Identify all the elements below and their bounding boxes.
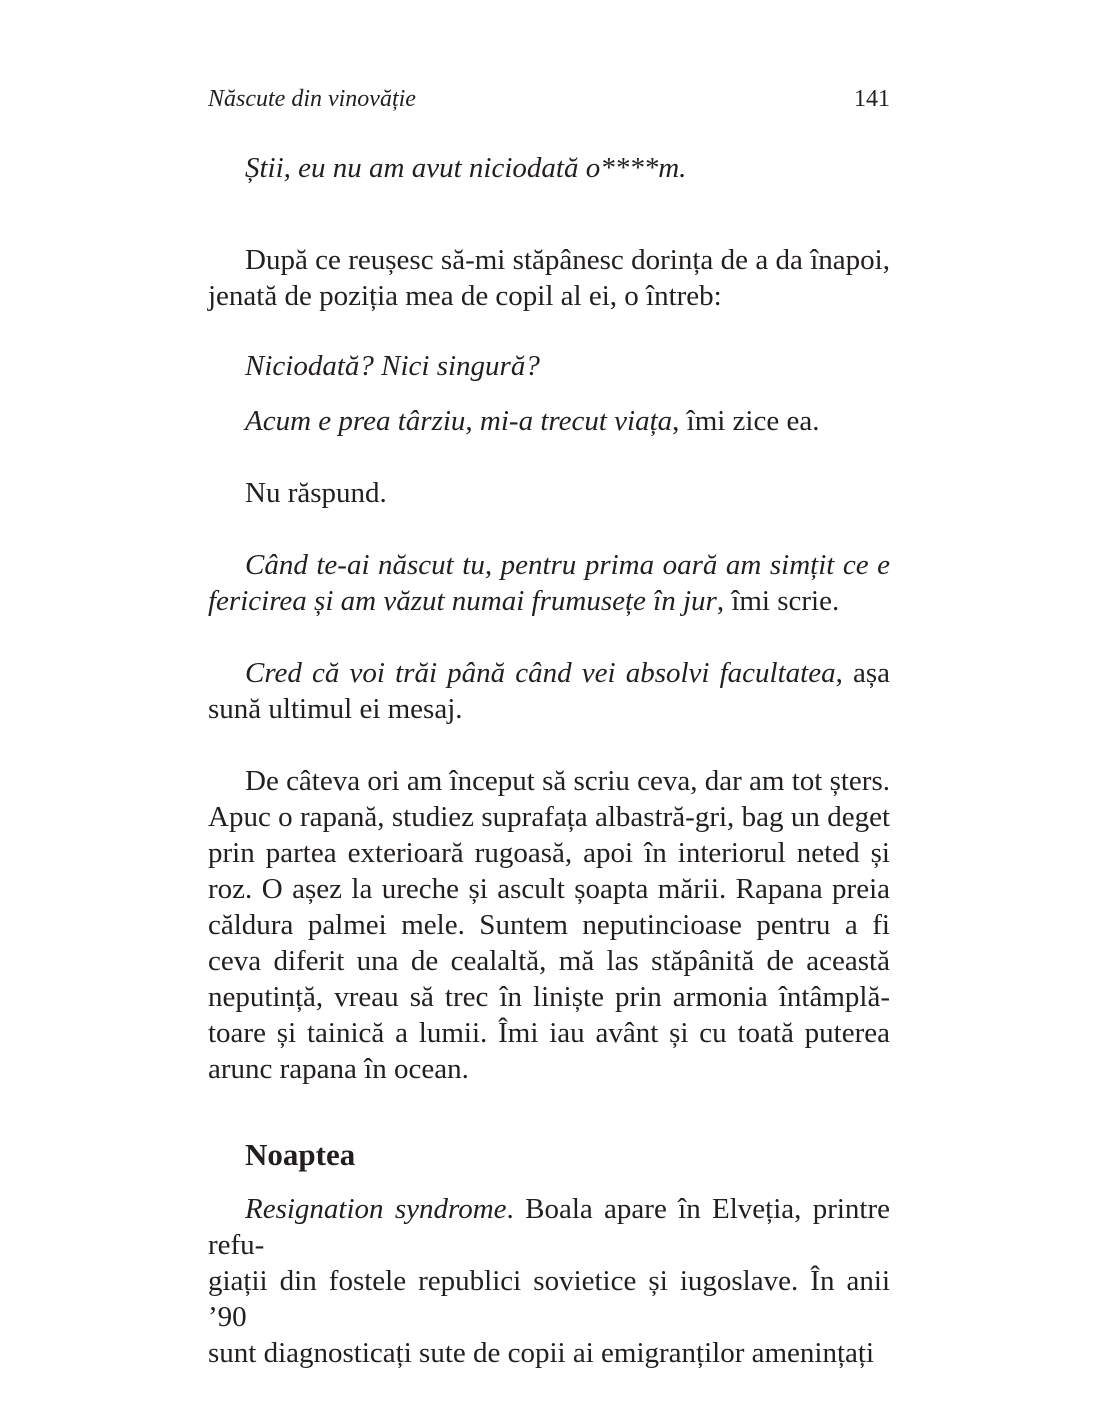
- text-line: [208, 763, 890, 799]
- paragraph: [208, 547, 890, 619]
- italic-text: Resignation syndrome: [245, 1193, 507, 1225]
- text-line: [208, 799, 890, 835]
- text-run: Apuc o rapană, studiez suprafața albastră-gri, bag un deget: [208, 801, 890, 833]
- italic-text: Când te-ai născut tu, pentru prima oară am simțit ce e: [245, 549, 890, 581]
- text-line: [208, 348, 890, 384]
- text-run: ceva diferit una de cealaltă, mă las stăpânită de această: [208, 945, 890, 977]
- text-run: jenată de poziția mea de copil al ei, o întreb:: [208, 280, 722, 312]
- paragraph: [208, 242, 890, 314]
- text-line: [208, 691, 890, 727]
- text-run: . Boala apare în Elveția, printre refu-: [208, 1193, 890, 1261]
- text-line: [208, 583, 890, 619]
- text-line: [208, 278, 890, 314]
- paragraph: [208, 403, 890, 439]
- text-line: [208, 943, 890, 979]
- text-line: [208, 907, 890, 943]
- text-run: După ce reușesc să-mi stăpânesc dorința de a da înapoi,: [245, 244, 890, 276]
- text-run: toare și tainică a lumii. Îmi iau avânt și cu toată puterea: [208, 1017, 890, 1049]
- text-line: [208, 547, 890, 583]
- text-line: [208, 655, 890, 691]
- text-line: [208, 1191, 890, 1263]
- text-run: sună ultimul ei mesaj.: [208, 693, 463, 725]
- text-run: sunt diagnosticați sute de copii ai emigranților amenințați: [208, 1337, 875, 1369]
- text-run: căldura palmei mele. Suntem neputincioase pentru a fi: [208, 909, 890, 941]
- paragraph: [208, 655, 890, 727]
- section-heading: Noaptea: [245, 1137, 356, 1172]
- text-run: Nu răspund.: [245, 477, 387, 509]
- paragraph: [208, 1191, 890, 1371]
- text-line: [208, 871, 890, 907]
- running-header: [208, 84, 890, 114]
- page-number: 141: [854, 86, 890, 112]
- italic-text: Niciodată? Nici singură?: [245, 350, 540, 382]
- text-line: [208, 403, 890, 439]
- text-line: [208, 835, 890, 871]
- text-run: De câteva ori am început să scriu ceva, dar am tot șters.: [245, 765, 890, 797]
- text-run: , îmi zice ea.: [672, 405, 820, 437]
- text-line: [208, 979, 890, 1015]
- paragraph: [208, 475, 890, 511]
- text-line: [208, 1015, 890, 1051]
- text-run: roz. O așez la ureche și ascult șoapta mării. Rapana preia: [208, 873, 890, 905]
- italic-text: Acum e prea târziu, mi-a trecut viața: [245, 405, 673, 437]
- paragraph: [208, 150, 890, 186]
- text-run: , așa: [835, 657, 891, 689]
- italic-text: Cred că voi trăi până când vei absolvi facultatea: [245, 657, 836, 689]
- paragraph: [208, 763, 890, 1087]
- text-run: prin partea exterioară rugoasă, apoi în interiorul neted și: [208, 837, 890, 869]
- text-run: arunc rapana în ocean.: [208, 1053, 469, 1085]
- text-run: giații din fostele republici sovietice și iugoslave. În anii ’90: [208, 1265, 890, 1333]
- italic-text: Știi, eu nu am avut niciodată o****m.: [245, 152, 687, 184]
- text-line: [208, 475, 890, 511]
- text-line: [208, 1263, 890, 1335]
- text-run: neputință, vreau să trec în liniște prin armonia întâmplă-: [208, 981, 890, 1013]
- text-line: [208, 150, 890, 186]
- text-line: [208, 242, 890, 278]
- text-line: [208, 1051, 890, 1087]
- italic-text: fericirea și am văzut numai frumusețe în jur: [208, 585, 717, 617]
- paragraph: [208, 348, 890, 384]
- text-line: [208, 1335, 890, 1371]
- text-run: , îmi scrie.: [716, 585, 840, 617]
- running-title: Născute din vinovăție: [208, 86, 416, 112]
